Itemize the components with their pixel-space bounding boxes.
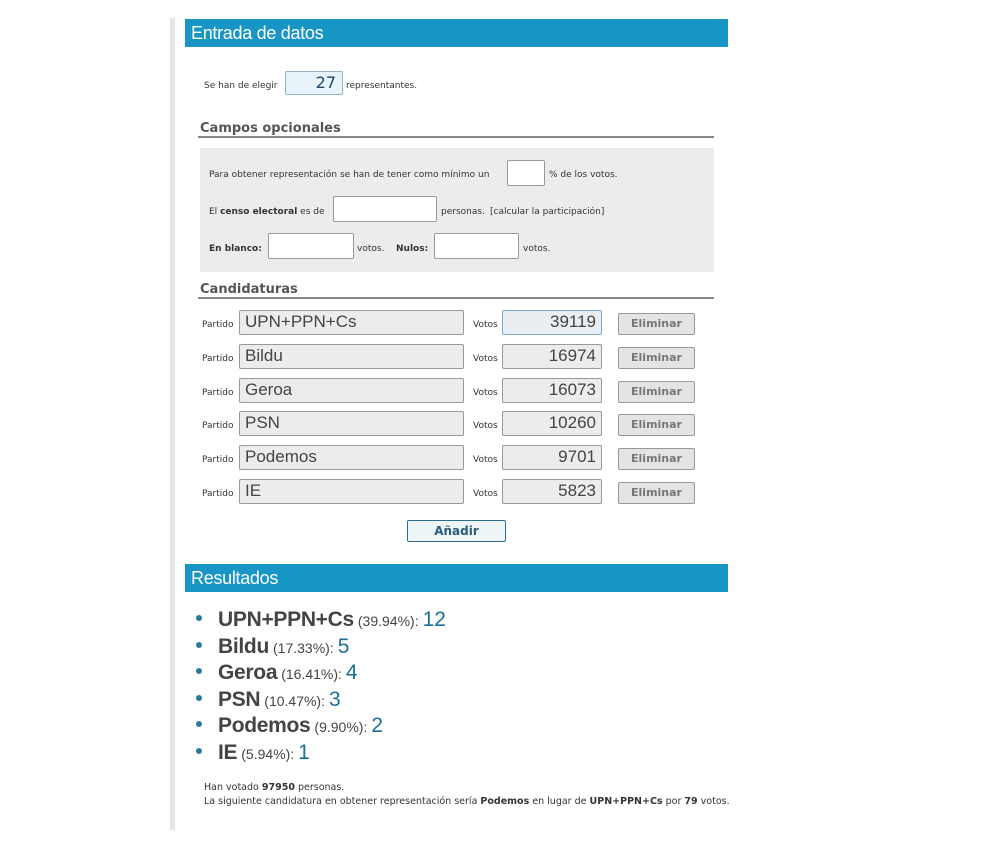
add-candidate-button[interactable]: Añadir	[407, 520, 506, 542]
result-party: Geroa	[218, 661, 278, 685]
result-seats: 5	[337, 634, 350, 658]
left-border	[170, 18, 175, 830]
delete-candidate-button[interactable]: Eliminar	[618, 448, 695, 470]
voted-summary: Han votado 97950 personas.	[204, 782, 345, 793]
calc-participation-link[interactable]: [calcular la participación]	[490, 207, 605, 217]
votes-input[interactable]: 5823	[502, 479, 602, 504]
party-name-input[interactable]: Geroa	[239, 378, 464, 403]
census-suffix: personas.	[441, 207, 485, 217]
votes-input[interactable]: 9701	[502, 445, 602, 470]
result-party: Podemos	[218, 714, 311, 738]
party-label: Partido	[202, 354, 234, 364]
next-candidate-summary: La siguiente candidatura en obtener representación sería Podemos en lugar de UPN+PPN+Cs por 79 votos.	[204, 796, 730, 807]
result-item	[196, 608, 446, 635]
result-party: IE	[218, 740, 238, 764]
result-seats: 1	[298, 740, 310, 764]
party-name-input[interactable]: PSN	[239, 411, 464, 436]
votes-input[interactable]: 16974	[502, 344, 602, 369]
party-label: Partido	[202, 421, 234, 431]
result-seats: 3	[328, 687, 341, 711]
result-percentage: (16.41%):	[281, 666, 342, 683]
party-name-input[interactable]: Podemos	[239, 445, 464, 470]
party-label: Partido	[202, 489, 234, 499]
bullet-icon	[196, 615, 202, 621]
null-input[interactable]	[434, 233, 519, 259]
result-percentage: (39.94%):	[357, 613, 419, 629]
bullet-icon	[196, 721, 202, 727]
input-section-header	[185, 19, 728, 47]
delete-candidate-button[interactable]: Eliminar	[618, 347, 695, 369]
bullet-icon	[196, 642, 202, 648]
optional-title: Campos opcionales	[200, 121, 341, 136]
seats-prefix: Se han de elegir	[204, 81, 278, 91]
votes-label: Votos	[473, 455, 498, 465]
delete-candidate-button[interactable]: Eliminar	[618, 313, 695, 335]
census-input[interactable]	[333, 196, 437, 222]
result-party: UPN+PPN+Cs	[218, 608, 354, 631]
results-section-header	[185, 564, 728, 592]
result-item	[196, 741, 446, 768]
threshold-input[interactable]	[507, 160, 545, 186]
votes-label: Votos	[473, 388, 498, 398]
result-seats: 2	[371, 714, 384, 738]
party-label: Partido	[202, 455, 234, 465]
delete-candidate-button[interactable]: Eliminar	[618, 414, 695, 436]
threshold-suffix: % de los votos.	[549, 170, 618, 180]
party-label: Partido	[202, 388, 234, 398]
seats-suffix: representantes.	[346, 81, 418, 91]
seats-input[interactable]: 27	[285, 71, 343, 95]
input-section-title: Entrada de datos	[191, 23, 324, 43]
optional-rule	[198, 136, 714, 138]
null-suffix: votos.	[523, 244, 551, 254]
threshold-prefix: Para obtener representación se han de tener como mínimo un	[209, 170, 490, 180]
result-percentage: (5.94%):	[241, 745, 295, 762]
result-percentage: (17.33%):	[273, 639, 334, 656]
party-label: Partido	[202, 320, 234, 330]
result-seats: 12	[422, 608, 446, 631]
result-item	[196, 661, 446, 688]
results-title: Resultados	[191, 568, 279, 588]
delete-candidate-button[interactable]: Eliminar	[618, 482, 695, 504]
census-label: El censo electoral es de	[209, 207, 325, 217]
votes-label: Votos	[473, 320, 498, 330]
votes-label: Votos	[473, 489, 498, 499]
bullet-icon	[196, 748, 202, 754]
votes-label: Votos	[473, 421, 498, 431]
result-item	[196, 635, 446, 662]
bullet-icon	[196, 695, 202, 701]
votes-label: Votos	[473, 354, 498, 364]
blank-suffix: votos.	[357, 244, 385, 254]
party-name-input[interactable]: UPN+PPN+Cs	[239, 310, 464, 335]
result-party: PSN	[218, 687, 261, 711]
result-percentage: (9.90%):	[314, 719, 368, 736]
result-party: Bildu	[218, 634, 269, 658]
result-item	[196, 688, 446, 715]
blank-input[interactable]	[268, 233, 354, 259]
votes-input[interactable]: 10260	[502, 411, 602, 436]
null-label: Nulos:	[396, 244, 429, 254]
party-name-input[interactable]: Bildu	[239, 344, 464, 369]
party-name-input[interactable]: IE	[239, 479, 464, 504]
votes-input[interactable]: 39119	[502, 310, 602, 335]
result-percentage: (10.47%):	[264, 692, 325, 709]
votes-input[interactable]: 16073	[502, 378, 602, 403]
candidates-title: Candidaturas	[200, 282, 298, 297]
result-item	[196, 714, 446, 741]
delete-candidate-button[interactable]: Eliminar	[618, 381, 695, 403]
result-seats: 4	[345, 661, 358, 685]
blank-label: En blanco:	[209, 244, 262, 254]
candidates-rule	[198, 297, 714, 299]
results-list	[196, 608, 446, 768]
bullet-icon	[196, 668, 202, 674]
